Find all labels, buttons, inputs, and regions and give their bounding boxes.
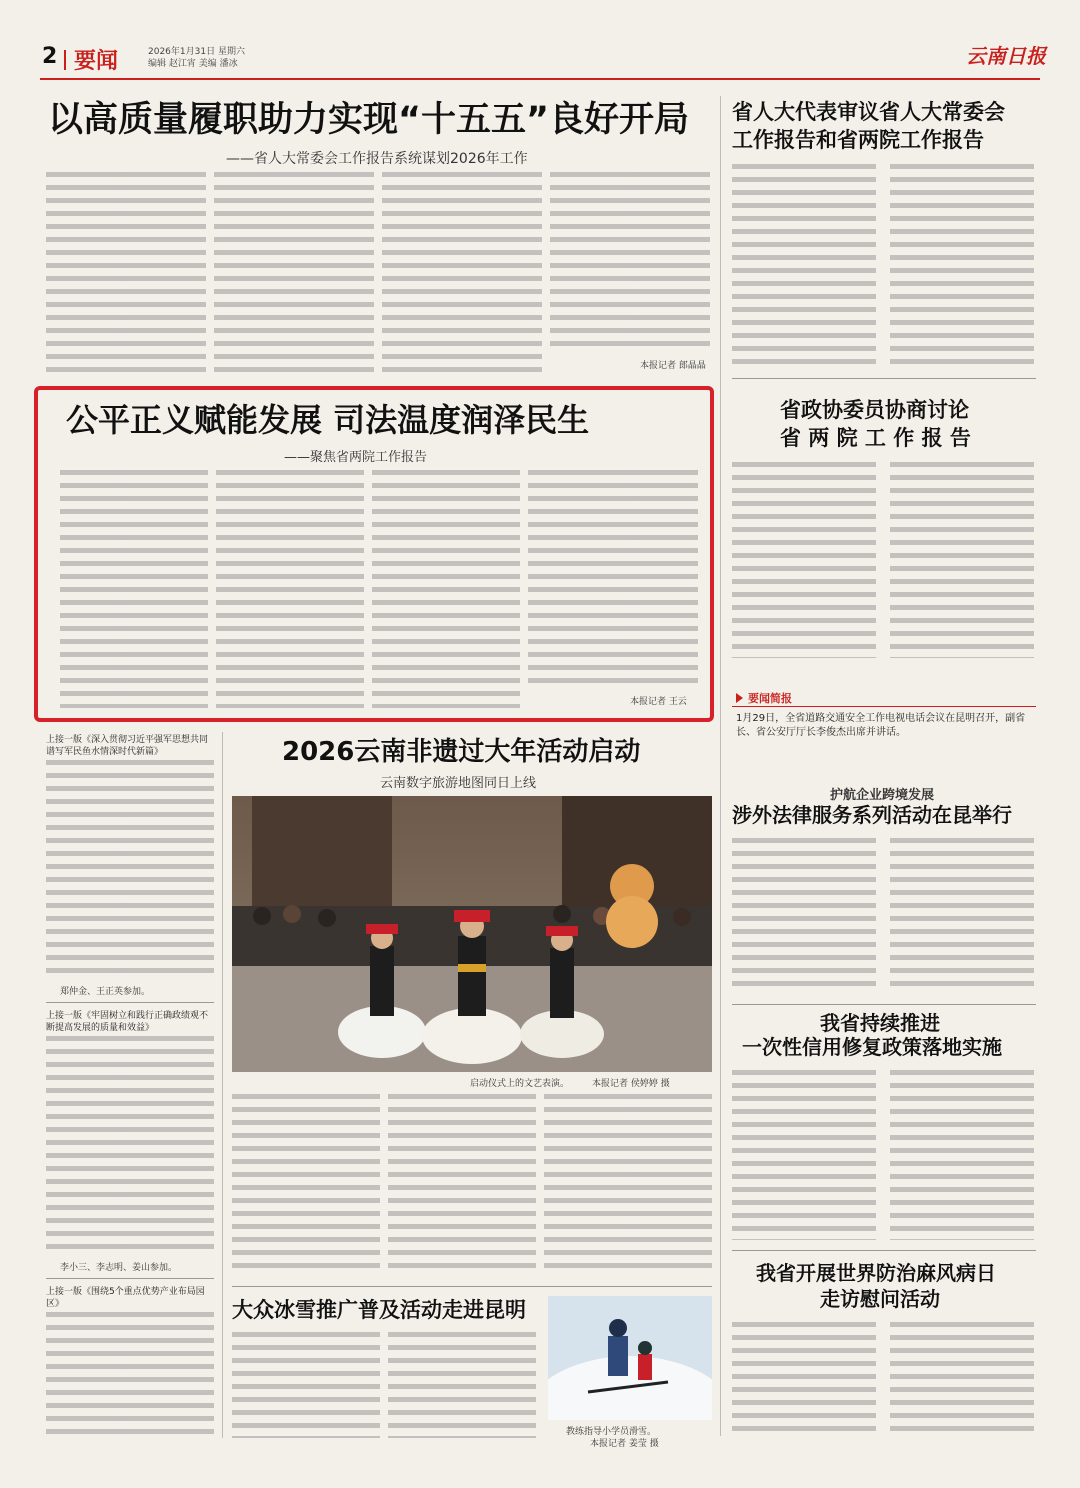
legal-kicker: 护航企业跨境发展 [830, 788, 935, 803]
main-story-col1 [46, 172, 206, 372]
credit-col2 [890, 1070, 1034, 1240]
issue-date: 2026年1月31日 星期六 [148, 47, 245, 57]
column-divider [720, 96, 721, 1436]
main-headline: 以高质量履职助力实现“十五五”良好开局 [48, 100, 690, 140]
ski-photo-illustration [548, 1296, 712, 1420]
side-story-2-title-line2: 省 两 院 工 作 报 告 [780, 426, 971, 450]
feature-headline: 公平正义赋能发展 司法温度润泽民生 [66, 401, 590, 439]
heritage-col3 [544, 1094, 712, 1274]
left-para1-head: 上接一版《深入贯彻习近平强军思想共同谱写军民鱼水情深时代新篇》 [46, 735, 209, 757]
left-para1-sign: 郑仲金、王正英参加。 [60, 987, 151, 997]
section-name: 要闻 [74, 49, 119, 74]
leprosy-title-line2: 走访慰问活动 [820, 1287, 940, 1311]
leprosy-title-line1: 我省开展世界防治麻风病日 [756, 1261, 996, 1285]
side-story-1-col1 [732, 164, 876, 364]
feature-col4 [528, 470, 698, 688]
feature-col3 [372, 470, 520, 708]
feature-col2 [216, 470, 364, 708]
credit-rule [732, 1250, 1036, 1251]
left-rule-1 [46, 1002, 214, 1003]
masthead-divider [64, 50, 66, 70]
legal-col2 [890, 838, 1034, 994]
ski-col2 [388, 1332, 536, 1438]
left-para2-head: 上接一版《牢固树立和践行正确政绩观不断提高发展的质量和效益》 [46, 1011, 209, 1033]
brief-triangle-icon [736, 693, 743, 703]
main-subheadline: ——省人大常委会工作报告系统谋划2026年工作 [226, 151, 528, 167]
side-story-1-title-line1: 省人大代表审议省人大常委会 [732, 100, 1005, 124]
brief-rule [732, 706, 1036, 707]
legal-rule [732, 1004, 1036, 1005]
legal-headline: 涉外法律服务系列活动在昆举行 [732, 803, 1012, 827]
main-story-byline: 本报记者 郎晶晶 [640, 361, 706, 371]
heritage-subheadline: 云南数字旅游地图同日上线 [380, 776, 537, 791]
credit-title-line1: 我省持续推进 [820, 1011, 940, 1035]
main-story-col4 [550, 172, 710, 352]
side-story-2-title-line1: 省政协委员协商讨论 [780, 398, 969, 422]
page-number: 2 [42, 44, 58, 69]
heritage-photo-illustration [232, 796, 712, 1072]
left-para2-body [46, 1036, 214, 1254]
left-para3-head: 上接一版《围绕5个重点优势产业布局园区》 [46, 1287, 205, 1309]
dateline [148, 46, 245, 70]
heritage-rule [232, 1286, 712, 1287]
left-column-divider [222, 732, 223, 1438]
heritage-photo [232, 796, 712, 1072]
credit-title-line2: 一次性信用修复政策落地实施 [742, 1035, 1002, 1059]
side-story-1-col2 [890, 164, 1034, 364]
brief-heading: 要闻简报 [748, 692, 792, 705]
masthead-rule [40, 78, 1040, 80]
heritage-col1 [232, 1094, 380, 1274]
side-rule [732, 378, 1036, 379]
heritage-photo-credit: 本报记者 侯婷婷 摄 [592, 1079, 670, 1089]
main-story-col3 [382, 172, 542, 372]
ski-photo-caption: 教练指导小学员滑雪。 [566, 1427, 657, 1437]
heritage-col2 [388, 1094, 536, 1274]
main-story-col2 [214, 172, 374, 372]
legal-col1 [732, 838, 876, 994]
left-para2-sign: 李小三、李志明、姜山参加。 [60, 1263, 178, 1273]
heritage-headline: 2026云南非遗过大年活动启动 [282, 737, 641, 767]
ski-photo [548, 1296, 712, 1420]
left-rule-2 [46, 1278, 214, 1279]
leprosy-col2 [890, 1322, 1034, 1438]
leprosy-col1 [732, 1322, 876, 1438]
ski-col1 [232, 1332, 380, 1438]
side-story-1-title-line2: 工作报告和省两院工作报告 [732, 128, 984, 152]
feature-col1 [60, 470, 208, 708]
left-para3-body [46, 1312, 214, 1438]
brief-item: 1月29日，全省道路交通安全工作电视电话会议在昆明召开，副省长、省公安厅厅长李俊杰出席并讲话。 [736, 713, 1026, 738]
ski-photo-credit: 本报记者 姜莹 摄 [590, 1439, 659, 1449]
masthead [0, 0, 1080, 72]
side-story-2-col1 [732, 462, 876, 658]
editors-credit: 编辑 赵江宵 美编 潘冰 [148, 59, 238, 69]
newspaper-logo: 云南日报 [966, 44, 1046, 68]
side-story-2-col2 [890, 462, 1034, 658]
feature-byline: 本报记者 王云 [630, 697, 687, 707]
feature-subheadline: ——聚焦省两院工作报告 [284, 450, 428, 465]
credit-col1 [732, 1070, 876, 1240]
heritage-photo-caption: 启动仪式上的文艺表演。 [470, 1079, 570, 1089]
ski-headline: 大众冰雪推广普及活动走进昆明 [232, 1298, 526, 1322]
left-para1-body [46, 760, 214, 978]
